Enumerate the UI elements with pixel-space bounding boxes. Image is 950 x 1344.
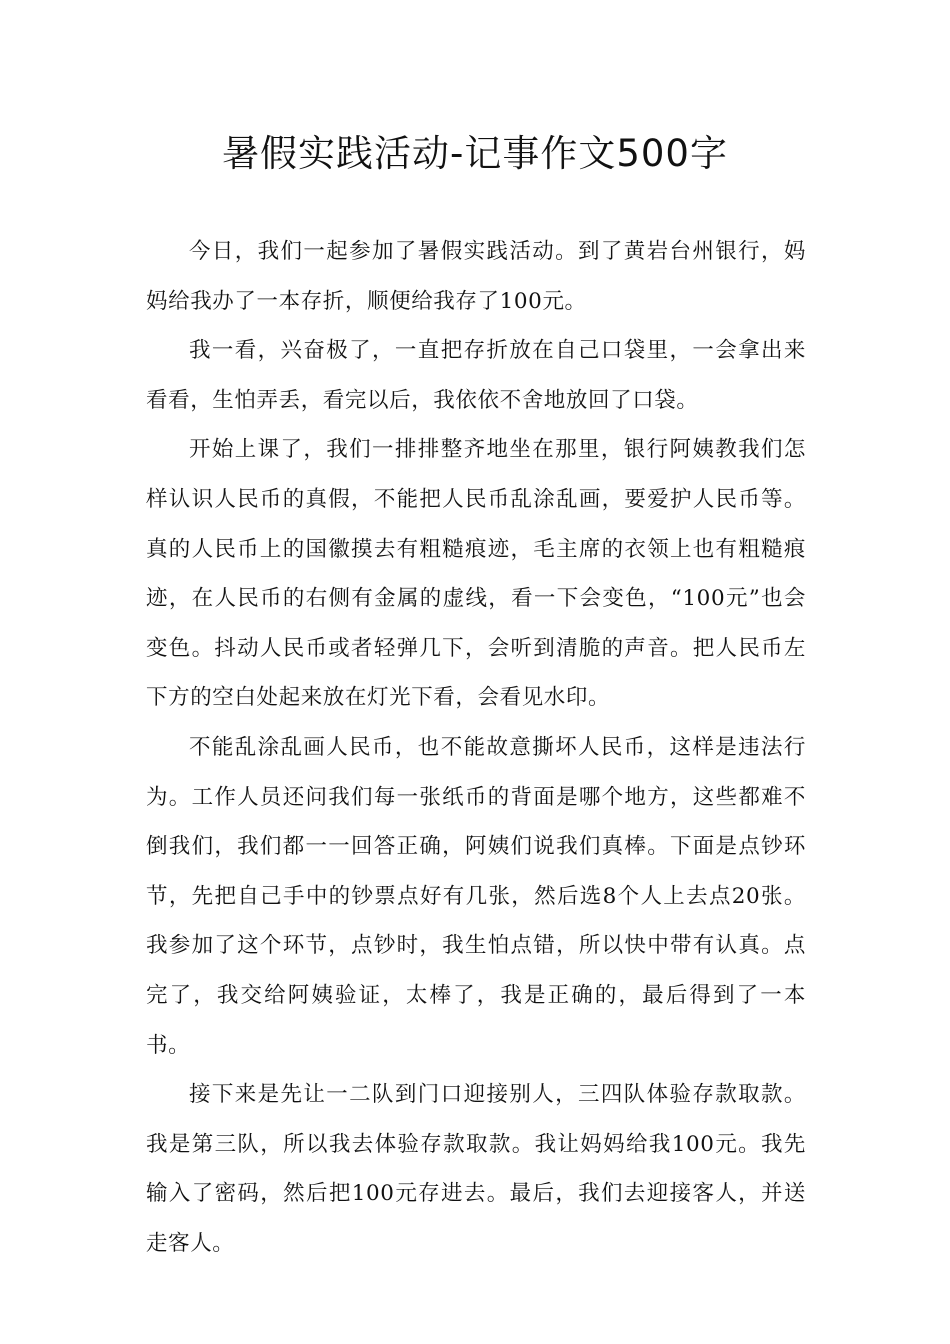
paragraph-1: 今日，我们一起参加了暑假实践活动。到了黄岩台州银行，妈妈给我办了一本存折，顺便给我存了100元。 — [146, 239, 806, 314]
paragraph-3: 开始上课了，我们一排排整齐地坐在那里，银行阿姨教我们怎样认识人民币的真假，不能把人民币乱涂乱画，要爱护人民币等。真的人民币上的国徽摸去有粗糙痕迹，毛主席的衣领上也有粗糙痕迹，在人民币的右侧有金属的虚线，看一下会变色，“100元”也会变色。抖动人民币或者轻弹几下，会听到清脆的声音。把人民币左下方的空白处起来放在灯光下看，会看见水印。 — [146, 437, 806, 711]
document-title: 暑假实践活动-记事作文500字 — [222, 132, 728, 175]
paragraph-5: 接下来是先让一二队到门口迎接别人，三四队体验存款取款。我是第三队，所以我去体验存款取款。我让妈妈给我100元。我先输入了密码，然后把100元存进去。最后，我们去迎接客人，并送走客人。 — [146, 1082, 806, 1256]
paragraph-4: 不能乱涂乱画人民币，也不能故意撕坏人民币，这样是违法行为。工作人员还问我们每一张纸币的背面是哪个地方，这些都难不倒我们，我们都一一回答正确，阿姨们说我们真棒。下面是点钞环节，先把自己手中的钞票点好有几张，然后选8个人上去点20张。我参加了这个环节，点钞时，我生怕点错，所以快中带有认真。点完了，我交给阿姨验证，太棒了，我是正确的，最后得到了一本书。 — [146, 734, 806, 1058]
paragraph-2: 我一看，兴奋极了，一直把存折放在自己口袋里，一会拿出来看看，生怕弄丢，看完以后，我依依不舍地放回了口袋。 — [146, 338, 806, 413]
document-body — [146, 227, 806, 1268]
